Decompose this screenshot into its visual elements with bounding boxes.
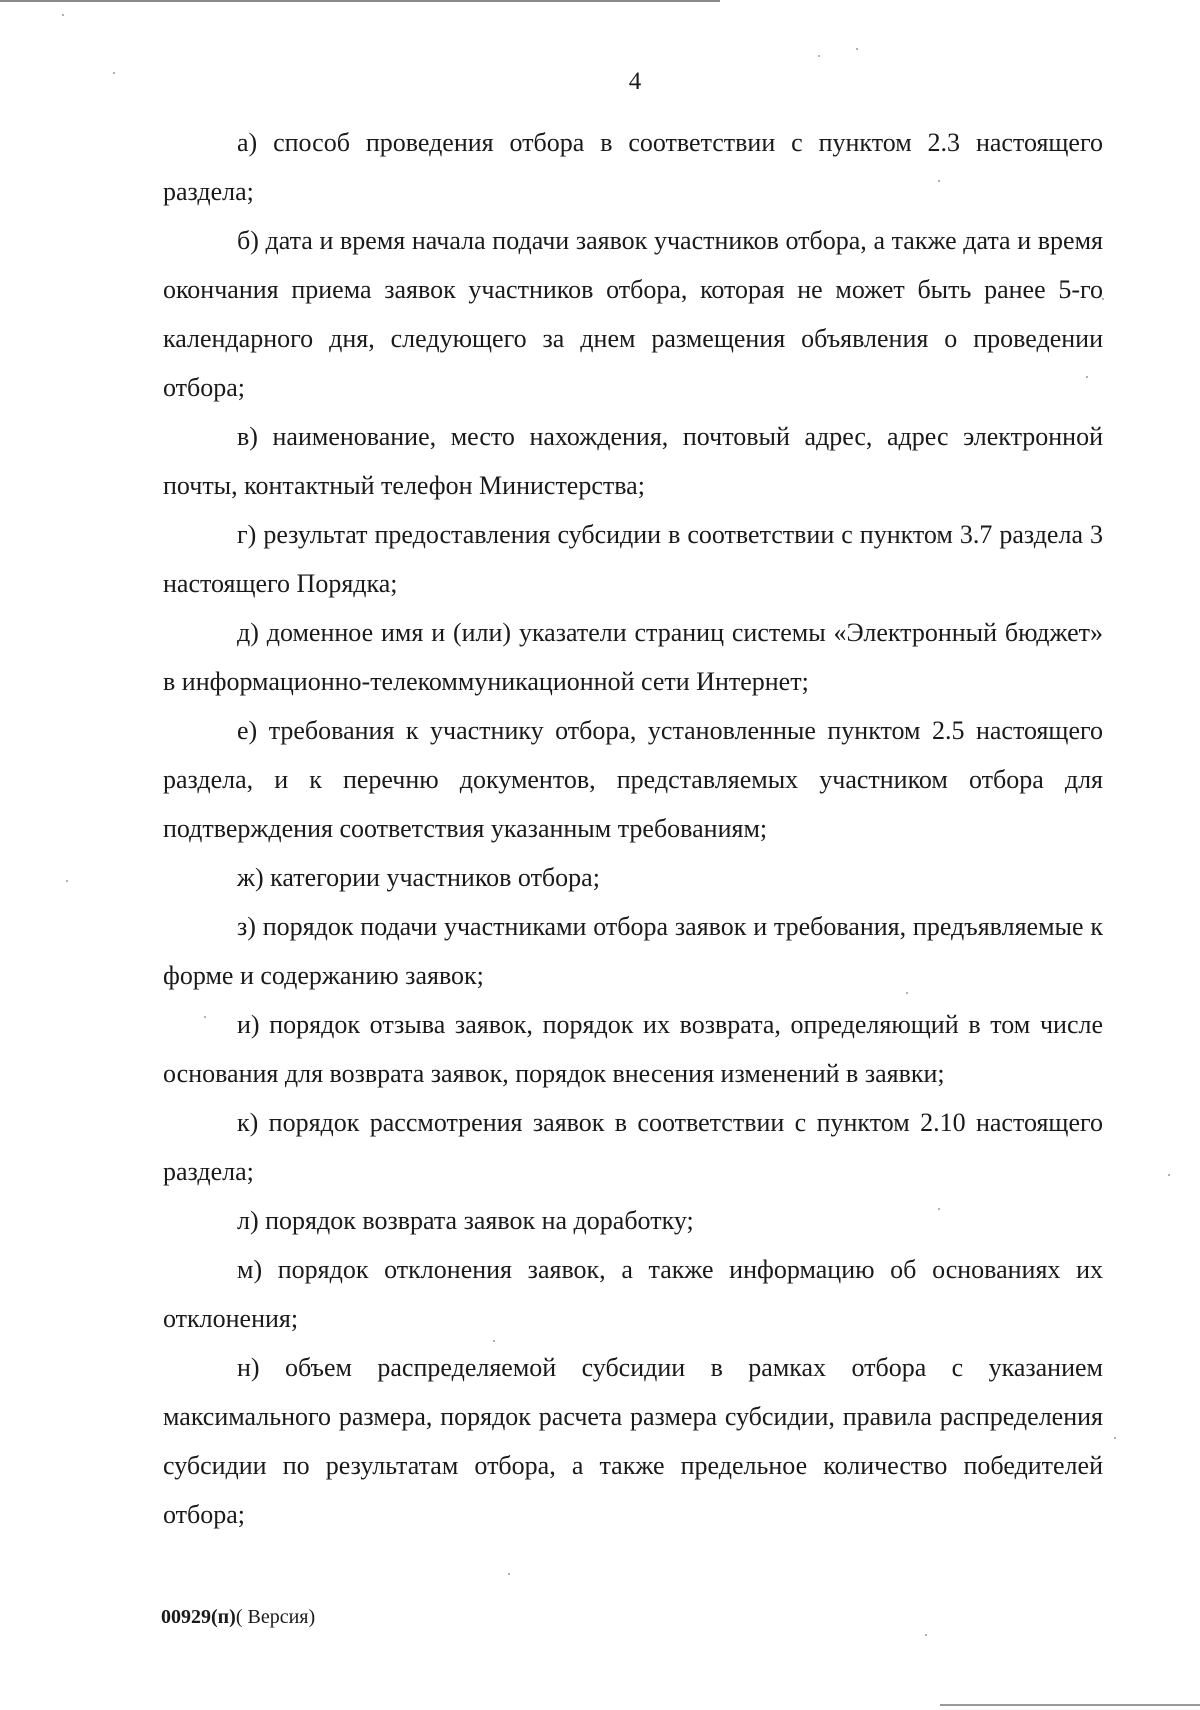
scan-speck (818, 55, 820, 57)
document-body (163, 118, 1103, 1539)
list-item-n: н) объем распределяемой субсидии в рамках отбора с указанием максимального размера, порядок расчета размера субсидии, правила распределения субсидии по результатам отбора, а также предельное количество победителей отбора; (163, 1353, 1103, 1529)
document-footer (161, 1606, 315, 1629)
scan-edge-bottom (940, 1704, 1200, 1706)
list-item-k: к) порядок рассмотрения заявок в соответствии с пунктом 2.10 настоящего раздела; (163, 1108, 1103, 1186)
scan-speck (925, 1634, 927, 1636)
list-item-g: г) результат предоставления субсидии в соответствии с пунктом 3.7 раздела 3 настоящего Порядка; (163, 520, 1103, 598)
list-item-m: м) порядок отклонения заявок, а также информацию об основаниях их отклонения; (163, 1255, 1103, 1333)
scan-speck (66, 880, 68, 882)
list-item-z: з) порядок подачи участниками отбора заявок и требования, предъявляемые к форме и содержанию заявок; (163, 912, 1103, 990)
scan-edge-top (0, 0, 720, 2)
list-item-a: а) способ проведения отбора в соответствии с пунктом 2.3 настоящего раздела; (163, 128, 1103, 206)
list-item-i: и) порядок отзыва заявок, порядок их возврата, определяющий в том числе основания для возврата заявок, порядок внесения изменений в заявки; (163, 1010, 1103, 1088)
scan-speck (1114, 1437, 1116, 1439)
list-item-l: л) порядок возврата заявок на доработку; (237, 1206, 694, 1235)
scan-speck (1168, 1174, 1170, 1176)
scan-speck (62, 14, 64, 16)
document-code: 00929(п) (161, 1606, 236, 1628)
document-version: ( Версия) (235, 1606, 316, 1628)
list-item-v: в) наименование, место нахождения, почтовый адрес, адрес электронной почты, контактный телефон Министерства; (163, 422, 1103, 500)
page-number: 4 (628, 68, 642, 95)
scan-speck (856, 48, 858, 50)
list-item-d: д) доменное имя и (или) указатели страниц системы «Электронный бюджет» в информационно-телекоммуникационной сети Интернет; (163, 618, 1103, 696)
list-item-b: б) дата и время начала подачи заявок участников отбора, а также дата и время окончания приема заявок участников отбора, которая не может быть ранее 5-го календарного дня, следующего за днем размещения объявления о проведении отбора; (163, 226, 1103, 402)
list-item-e: е) требования к участнику отбора, установленные пунктом 2.5 настоящего раздела, и к перечню документов, представляемых участником отбора для подтверждения соответствия указанным требованиям; (163, 716, 1103, 843)
scan-speck (508, 1573, 510, 1575)
list-item-zh: ж) категории участников отбора; (237, 863, 600, 892)
